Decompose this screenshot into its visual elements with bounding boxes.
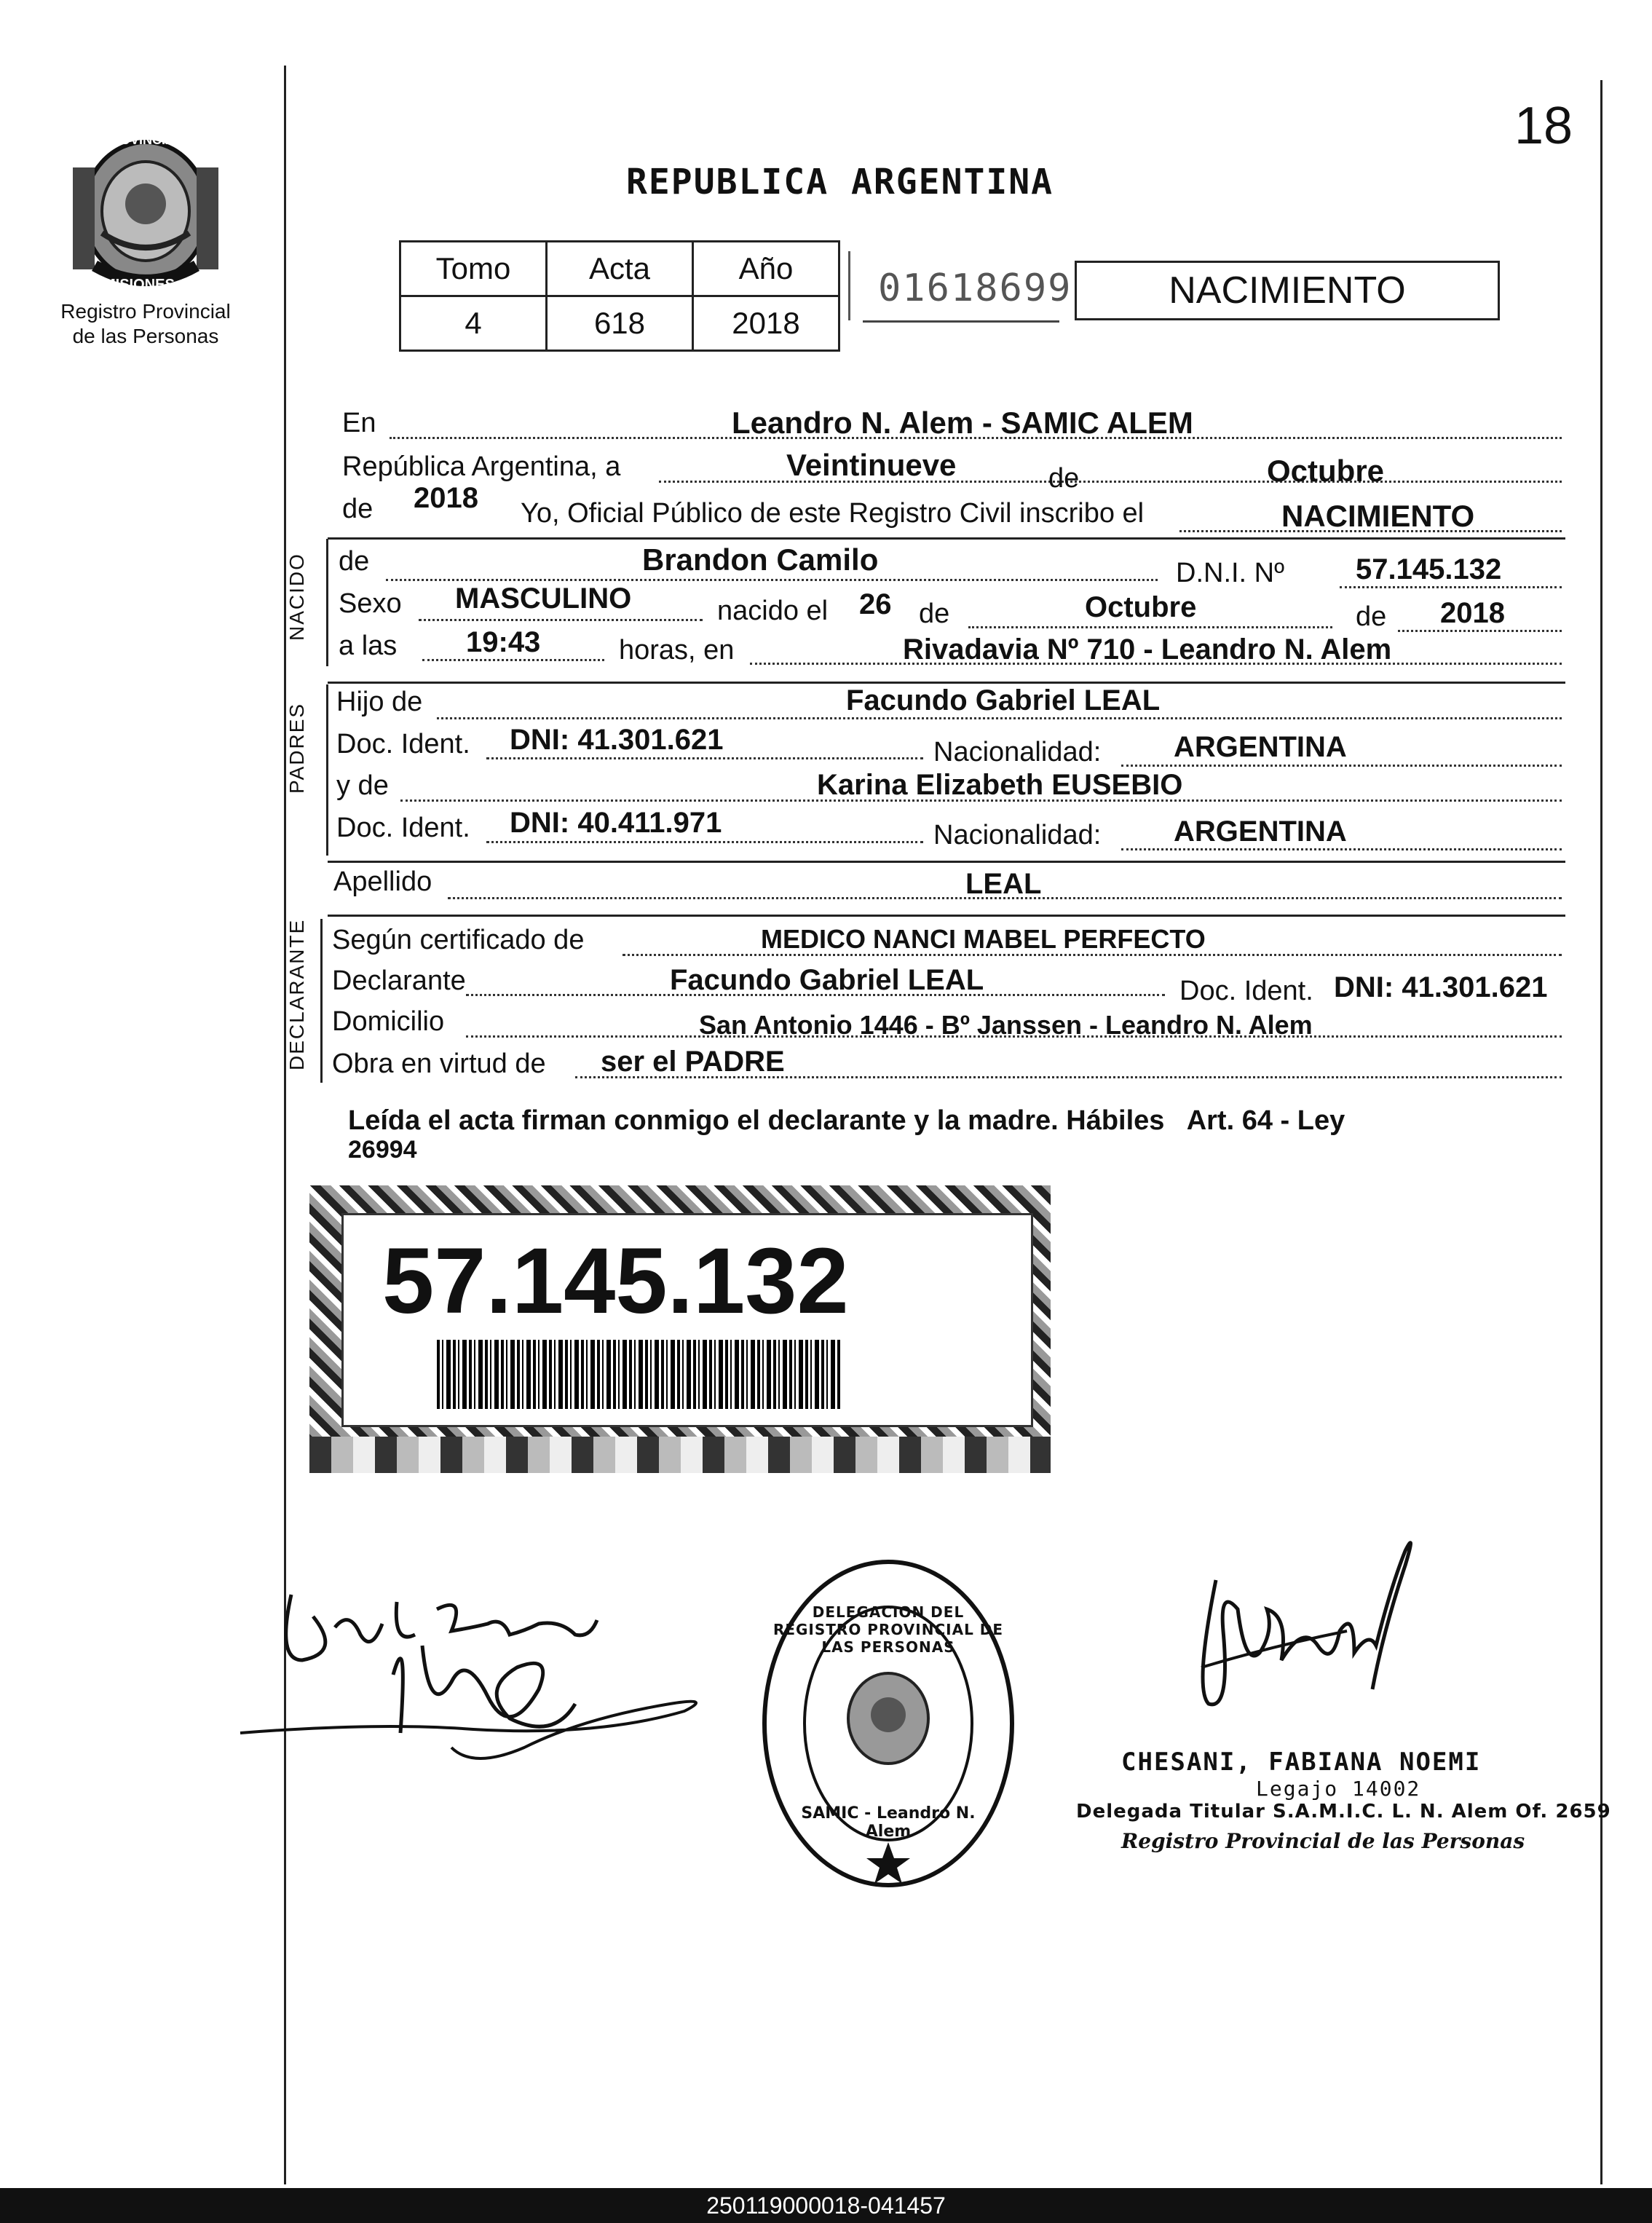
domicilio-label: Domicilio [332, 1006, 445, 1037]
acta-label: Acta [547, 242, 693, 296]
serial-underline [863, 320, 1059, 323]
dots [419, 619, 703, 621]
dots [486, 841, 923, 843]
page-number: 18 [1514, 97, 1573, 155]
mother-name-value: Karina Elizabeth EUSEBIO [817, 769, 1183, 801]
province-logo [66, 124, 226, 299]
apellido-label: Apellido [333, 866, 432, 897]
sexo-label: Sexo [339, 588, 402, 619]
barcode [437, 1340, 841, 1409]
dni-label: D.N.I. Nº [1176, 558, 1284, 588]
month-value: Octubre [1267, 454, 1385, 488]
year-value: 2018 [414, 482, 478, 514]
dots [1398, 630, 1562, 632]
hijo-de-label: Hijo de [336, 687, 423, 717]
apellido-value: LEAL [965, 868, 1042, 900]
domicilio-value: San Antonio 1446 - Bº Janssen - Leandro N. Alem [699, 1010, 1313, 1040]
de-label: de [919, 599, 950, 629]
serial-box [848, 251, 850, 320]
separator-line [328, 682, 1565, 684]
section-bracket [326, 539, 328, 666]
obra-value: ser el PADRE [601, 1046, 785, 1078]
declarant-signature [233, 1565, 714, 1777]
separator-line [328, 915, 1565, 917]
section-bracket [326, 684, 328, 856]
decl-doc-label: Doc. Ident. [1179, 976, 1313, 1006]
official-signature [1165, 1522, 1427, 1755]
logo-text-top: PROVINCIA DE [102, 133, 197, 147]
de-label: de [1048, 463, 1080, 494]
dots [1121, 765, 1562, 767]
dots [1340, 586, 1562, 588]
padres-section-label: PADRES [285, 702, 308, 794]
separator-line [328, 861, 1565, 863]
dots [422, 659, 604, 661]
seal-ring-bottom-text: SAMIC - Leandro N. Alem [801, 1804, 976, 1841]
mother-nat-value: ARGENTINA [1174, 816, 1347, 848]
mother-doc-label: Doc. Ident. [336, 813, 470, 843]
seal-ring-top-text: DELEGACION DEL REGISTRO PROVINCIAL DE LAS PERSONAS [772, 1603, 1004, 1656]
mother-doc-value: DNI: 40.411.971 [510, 807, 722, 839]
section-bracket [320, 919, 323, 1083]
dots [437, 717, 1562, 719]
left-margin-line [284, 66, 286, 2184]
closing-line-2: 26994 [348, 1136, 417, 1164]
birth-place-value: Rivadavia Nº 710 - Leandro N. Alem [903, 633, 1392, 666]
record-table [399, 240, 840, 352]
republica-label: República Argentina, a [342, 451, 621, 482]
father-doc-value: DNI: 41.301.621 [510, 724, 724, 756]
child-dni-value: 57.145.132 [1356, 553, 1502, 585]
father-nat-value: ARGENTINA [1174, 731, 1347, 763]
official-legajo: Legajo 14002 [1256, 1777, 1421, 1801]
mother-nat-label: Nacionalidad: [933, 820, 1102, 850]
father-name-value: Facundo Gabriel LEAL [846, 684, 1161, 716]
country-title: REPUBLICA ARGENTINA [626, 162, 1054, 202]
cert-value: MEDICO NANCI MABEL PERFECTO [761, 924, 1206, 954]
footer-code-bar: 250119000018-041457 [0, 2188, 1652, 2223]
anio-value: 2018 [693, 296, 839, 351]
tomo-value: 4 [400, 296, 547, 351]
dots [486, 757, 923, 759]
alas-label: a las [339, 631, 398, 661]
place-value: Leandro N. Alem - SAMIC ALEM [732, 406, 1193, 440]
act-value: NACIMIENTO [1281, 499, 1475, 533]
birth-year-value: 2018 [1440, 597, 1505, 629]
cert-label: Según certificado de [332, 925, 585, 955]
registry-name-line2: de las Personas [72, 325, 219, 347]
horas-label: horas, en [619, 635, 735, 666]
dots [968, 626, 1332, 628]
serial-number: 01618699 [878, 266, 1072, 310]
separator-line [328, 537, 1565, 540]
birth-day-value: 26 [859, 588, 892, 620]
official-registry: Registro Provincial de las Personas [1121, 1829, 1525, 1853]
child-name-value: Brandon Camilo [642, 542, 879, 577]
day-words-value: Veintinueve [786, 448, 957, 482]
logo-text-bottom: MISIONES [103, 277, 175, 293]
tomo-label: Tomo [400, 242, 547, 296]
dots [386, 579, 1158, 581]
registry-name-line1: Registro Provincial [60, 300, 231, 323]
en-label: En [342, 408, 376, 438]
sexo-value: MASCULINO [455, 583, 632, 615]
y-de-label: y de [336, 770, 389, 801]
nacido-section-label: NACIDO [285, 553, 308, 641]
acta-value: 618 [547, 296, 693, 351]
nacido-el-label: nacido el [717, 596, 829, 626]
dots [1121, 848, 1562, 850]
right-border-line [1600, 80, 1602, 2184]
birth-time-value: 19:43 [466, 626, 541, 658]
official-name: CHESANI, FABIANA NOEMI [1121, 1748, 1482, 1777]
de-label: de [1356, 601, 1387, 632]
father-nat-label: Nacionalidad: [933, 737, 1102, 767]
decl-doc-value: DNI: 41.301.621 [1334, 971, 1548, 1003]
decl-name-value: Facundo Gabriel LEAL [670, 964, 984, 996]
intro-text: Yo, Oficial Público de este Registro Civil inscribo el [521, 498, 1145, 529]
closing-line-1: Leída el acta firman conmigo el declarante y la madre. Hábiles Art. 64 - Ley [348, 1105, 1345, 1136]
birth-month-value: Octubre [1085, 591, 1197, 623]
de-label: de [339, 546, 370, 577]
de2-label: de [342, 494, 374, 524]
sticker-bottom-band [309, 1437, 1051, 1473]
obra-label: Obra en virtud de [332, 1049, 546, 1079]
official-role: Delegada Titular S.A.M.I.C. L. N. Alem Of. 2659 [1076, 1801, 1611, 1823]
anio-label: Año [693, 242, 839, 296]
sticker-dni-number: 57.145.132 [382, 1229, 849, 1333]
decl-label: Declarante [332, 966, 466, 996]
dots [623, 954, 1562, 956]
record-type-box: NACIMIENTO [1075, 261, 1500, 320]
father-doc-label: Doc. Ident. [336, 729, 470, 759]
declarante-section-label: DECLARANTE [285, 918, 308, 1070]
